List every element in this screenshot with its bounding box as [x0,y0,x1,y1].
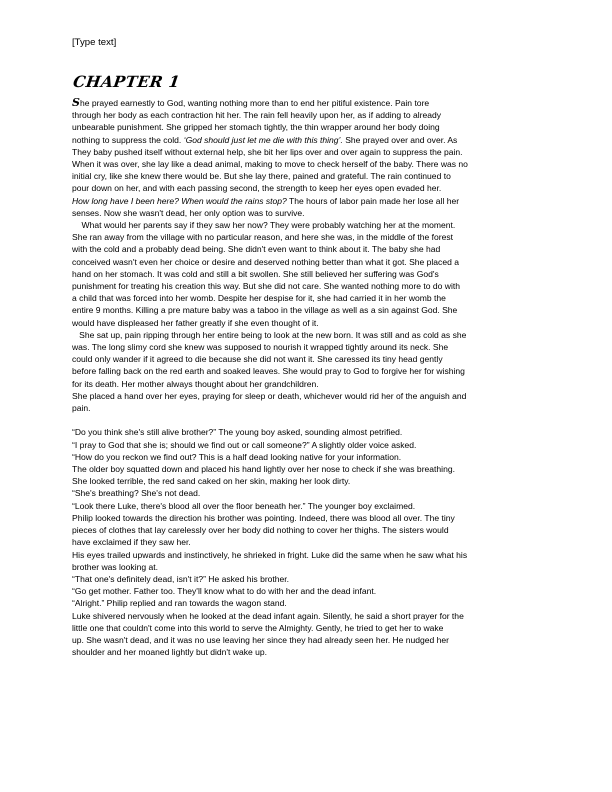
paragraph-line: unbearable punishment. She gripped her stomach tightly, the thin wrapper around her body doing [72,122,440,133]
paragraph-line: She prayed earnestly to God, wanting nothing more than to end her pitiful existence. Pain tore [72,96,430,109]
paragraph-line: What would her parents say if they saw her now? They were probably watching her at the moment. [72,220,456,231]
dialogue-line: “She's breathing? She's not dead. [72,488,201,499]
dialogue-line: “That one's definitely dead, isn't it?” He asked his brother. [72,573,290,584]
paragraph-line: senses. Now she wasn't dead, her only option was to survive. [72,207,305,218]
paragraph-line: hand on her stomach. It was cold and still a bit swollen. She still believed her suffering was God's [72,268,439,279]
dialogue-line: “How do you reckon we find out? This is a half dead looking native for your information. [72,451,402,462]
paragraph-line: through her body as each contraction hit her. The rain fell heavily upon her, as if adding to already [72,110,442,121]
paragraph-line: with the cold and a probably dead being. She didn't even want to think about it. The baby she had [72,244,441,255]
paragraph-line: She ran away from the village with no particular reason, and here she was, in the middle of the forest [72,232,454,243]
dialogue-line: “Look there Luke, there's blood all over the floor beneath her.” The younger boy exclaimed. [72,500,416,511]
paragraph-line: a child that was forced into her womb. Despite her despise for it, she had carried it in her womb the [72,293,446,304]
paragraph-gap [72,414,542,426]
paragraph-line: before falling back on the red earth and soaked leaves. She would pray to God to forgive her for wishing [72,366,465,377]
paragraph-line: for its death. Her mother always thought about her grandchildren. [72,378,319,389]
dialogue-line: brother was looking at. [72,561,158,572]
dialogue-line: shoulder and her moaned lightly but didn't wake up. [72,647,268,658]
paragraph-line: would have displeased her father greatly if she even thought of it. [72,317,319,328]
paragraph-line: punishment for treating his creation this way. But she did not care. She wanted nothing more to do with [72,281,460,292]
dialogue-line: The older boy squatted down and placed his hand lightly over her nose to check if she was breathing. [72,464,455,475]
dialogue-line: Philip looked towards the direction his brother was pointing. Indeed, there was blood all over. The tiny [72,512,455,523]
paragraph-line: When it was over, she lay like a dead animal, making to move to check herself of the baby. There was no [72,159,468,170]
paragraph-line: conceived wasn't even her choice or desire and deserved nothing better than what it got. She placed a [72,256,459,267]
drop-cap: S [72,96,80,109]
dialogue-line: Luke shivered nervously when he looked at the dead infant again. Silently, he said a short prayer for the [72,610,464,621]
dialogue-line: “Do you think she's still alive brother?” The young boy asked, sounding almost petrified. [72,427,403,438]
dialogue-line: up. She wasn't dead, and it was no use leaving her since they had already seen her. He nudged her [72,634,449,645]
paragraph-line: entire 9 months. Killing a pre mature baby was a taboo in the village as well as a sin against God. She [72,305,458,316]
dialogue-line: have exclaimed if they saw her. [72,537,191,548]
paragraph-line: They baby pushed itself without external help, she bit her lips over and over again to suppress the pain. [72,146,463,157]
paragraph-line: nothing to suppress the cold. ‘God should just let me die with this thing’. She prayed over and over. As [72,134,458,145]
dialogue-line: She looked terrible, the red sand caked on her skin, making her look dirty. [72,476,351,487]
dialogue-line: little one that couldn't come into this world to serve the Almighty. Gently, he tried to get her to wake [72,622,444,633]
chapter-body [72,97,542,658]
page-header: [Type text] [72,37,117,48]
paragraph-line: was. The long slimy cord she knew was supposed to nourish it wrapped tightly around its neck. She [72,342,449,353]
italic-quote: ‘God should just let me die with this thing’. [183,134,343,145]
italic-quote: How long have I been here? When would the rains stop? [72,195,287,206]
paragraph-line: She sat up, pain ripping through her entire being to look at the new born. It was still and as cold as she [72,329,467,340]
dialogue-line: pieces of clothes that lay carelessly over her body did nothing to cover her thighs. The sisters would [72,525,449,536]
dialogue-line: His eyes trailed upwards and instinctively, he shrieked in fright. Luke did the same when he saw what his [72,549,468,560]
paragraph-line: initial cry, like she knew there would be. But she lay there, pained and grateful. The rain continued to [72,171,451,182]
dialogue-line: “I pray to God that she is; should we find out or call someone?” A slightly older voice asked. [72,439,417,450]
paragraph-line: How long have I been here? When would the rains stop? The hours of labor pain made her lose all her [72,195,460,206]
paragraph-line: pain. [72,403,91,414]
dialogue-line: “Alright.” Philip replied and ran towards the wagon stand. [72,598,287,609]
paragraph-line: She placed a hand over her eyes, praying for sleep or death, whichever would rid her of the anguish and [72,390,467,401]
paragraph-line: could only wander if it agreed to die because she did not want it. She caressed its tiny head gently [72,354,443,365]
chapter-title: CHAPTER 1 [72,72,182,91]
paragraph-line: pour down on her, and with each passing second, the strength to keep her eyes open evaded her. [72,183,442,194]
dialogue-line: “Go get mother. Father too. They'll know what to do with her and the dead infant. [72,586,377,597]
